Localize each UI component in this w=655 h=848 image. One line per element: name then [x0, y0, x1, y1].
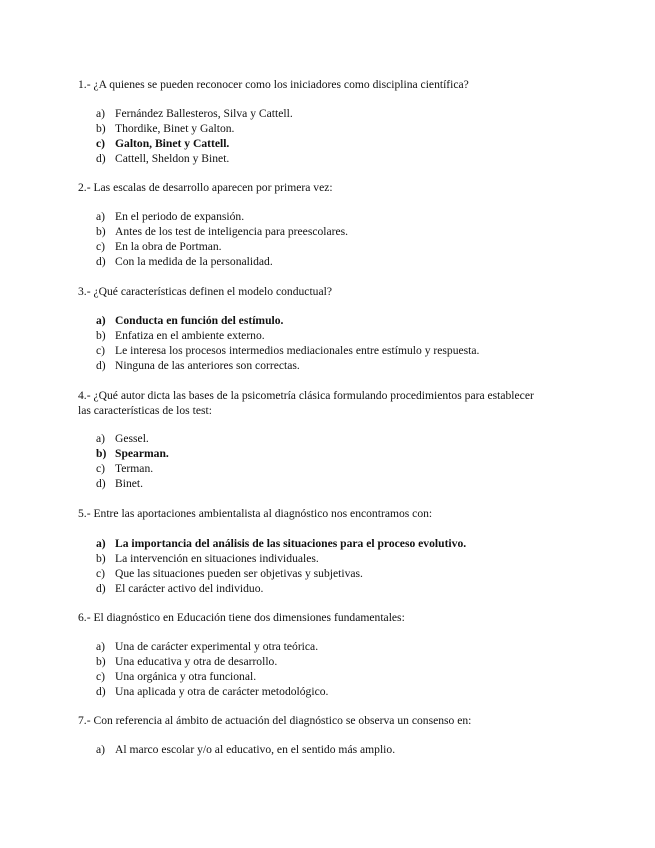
option-text: Cattell, Sheldon y Binet.	[115, 152, 230, 165]
option-text: Terman.	[115, 462, 154, 475]
option-6b	[96, 654, 566, 669]
option-text: En la obra de Portman.	[115, 240, 222, 253]
option-6c	[96, 669, 566, 684]
option-4b	[96, 446, 566, 461]
option-2c	[96, 239, 566, 254]
option-3d	[96, 358, 566, 373]
option-4c	[96, 461, 566, 476]
option-text: Que las situaciones pueden ser objetivas y subjetivas.	[115, 567, 363, 580]
option-letter: c)	[96, 240, 106, 253]
option-letter: b)	[96, 329, 106, 342]
option-1c	[96, 136, 566, 151]
option-text: Fernández Ballesteros, Silva y Cattell.	[115, 107, 293, 120]
option-1b	[96, 121, 566, 136]
option-text: Ninguna de las anteriores son correctas.	[115, 359, 300, 372]
option-letter: c)	[96, 344, 106, 357]
option-letter: d)	[96, 255, 106, 268]
option-letter: d)	[96, 477, 106, 490]
option-letter: b)	[96, 447, 107, 460]
option-text: Galton, Binet y Cattell.	[115, 137, 230, 150]
option-letter: b)	[96, 655, 106, 668]
option-3c	[96, 343, 566, 358]
question-2-options	[96, 209, 566, 269]
option-letter: a)	[96, 640, 106, 653]
option-4d	[96, 476, 566, 491]
option-2a	[96, 209, 566, 224]
option-text: Con la medida de la personalidad.	[115, 255, 273, 268]
option-letter: a)	[96, 537, 106, 550]
option-letter: a)	[96, 743, 106, 756]
option-text: Una de carácter experimental y otra teórica.	[115, 640, 319, 653]
question-5-options	[96, 536, 566, 596]
option-letter: d)	[96, 582, 106, 595]
question-5-text: 5.- Entre las aportaciones ambientalista al diagnóstico nos encontramos con:	[78, 507, 433, 520]
option-7a	[96, 742, 566, 757]
option-5c	[96, 566, 566, 581]
option-1a	[96, 106, 566, 121]
option-letter: b)	[96, 225, 106, 238]
question-2-text: 2.- Las escalas de desarrollo aparecen por primera vez:	[78, 181, 333, 194]
option-1d	[96, 151, 566, 166]
question-6-options	[96, 639, 566, 699]
option-letter: c)	[96, 462, 106, 475]
question-4-options	[96, 431, 566, 491]
option-text: Conducta en función del estímulo.	[115, 314, 284, 327]
option-text: Una educativa y otra de desarrollo.	[115, 655, 278, 668]
option-letter: a)	[96, 314, 106, 327]
option-letter: d)	[96, 152, 106, 165]
question-7-options	[96, 742, 566, 757]
option-letter: b)	[96, 552, 106, 565]
option-letter: b)	[96, 122, 106, 135]
option-6a	[96, 639, 566, 654]
option-letter: a)	[96, 432, 106, 445]
option-text: La importancia del análisis de las situaciones para el proceso evolutivo.	[115, 537, 467, 550]
option-letter: d)	[96, 359, 106, 372]
option-text: La intervención en situaciones individuales.	[115, 552, 319, 565]
option-6d	[96, 684, 566, 699]
option-3b	[96, 328, 566, 343]
question-3-text: 3.- ¿Qué características definen el modelo conductual?	[78, 285, 332, 298]
option-text: Spearman.	[115, 447, 169, 460]
question-1-text: 1.- ¿A quienes se pueden reconocer como los iniciadores como disciplina científica?	[78, 78, 469, 91]
option-text: En el periodo de expansión.	[115, 210, 245, 223]
option-text: Una aplicada y otra de carácter metodológico.	[115, 685, 329, 698]
option-text: Antes de los test de inteligencia para preescolares.	[115, 225, 349, 238]
option-text: Al marco escolar y/o al educativo, en el sentido más amplio.	[115, 743, 396, 756]
option-letter: c)	[96, 670, 106, 683]
option-text: Binet.	[115, 477, 144, 490]
option-letter: c)	[96, 567, 106, 580]
option-text: El carácter activo del individuo.	[115, 582, 264, 595]
option-3a	[96, 313, 566, 328]
option-5d	[96, 581, 566, 596]
option-text: Una orgánica y otra funcional.	[115, 670, 257, 683]
option-2d	[96, 254, 566, 269]
option-4a	[96, 431, 566, 446]
question-1-options	[96, 106, 566, 166]
question-6-text: 6.- El diagnóstico en Educación tiene dos dimensiones fundamentales:	[78, 611, 405, 624]
option-letter: d)	[96, 685, 106, 698]
option-2b	[96, 224, 566, 239]
option-text: Gessel.	[115, 432, 149, 445]
option-text: Thordike, Binet y Galton.	[115, 122, 235, 135]
option-letter: a)	[96, 107, 106, 120]
question-4-text: 4.- ¿Qué autor dicta las bases de la psicometría clásica formulando procedimientos para establecer las características de los test:	[78, 389, 534, 417]
question-7-text: 7.- Con referencia al ámbito de actuación del diagnóstico se observa un consenso en:	[78, 714, 472, 727]
option-text: Le interesa los procesos intermedios mediacionales entre estímulo y respuesta.	[115, 344, 480, 357]
option-5a	[96, 536, 566, 551]
question-3-options	[96, 313, 566, 373]
option-text: Enfatiza en el ambiente externo.	[115, 329, 265, 342]
option-5b	[96, 551, 566, 566]
option-letter: a)	[96, 210, 106, 223]
option-letter: c)	[96, 137, 106, 150]
